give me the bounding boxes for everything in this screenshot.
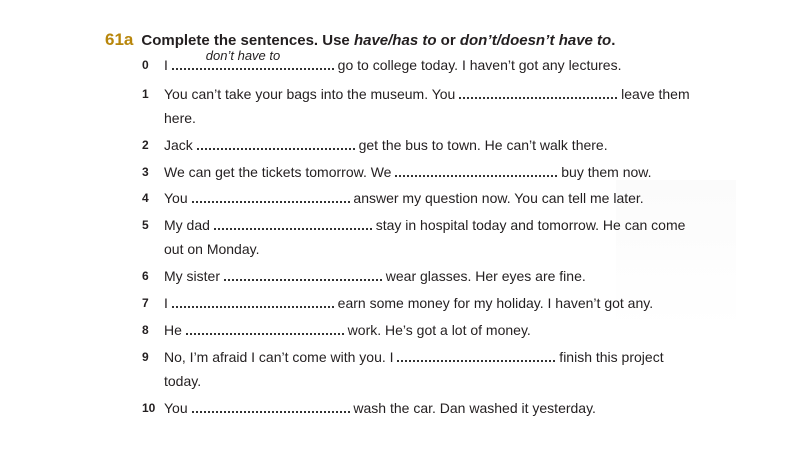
sentence-item <box>142 160 702 184</box>
exercise-number: 61a <box>105 30 134 49</box>
sentence-item <box>142 82 702 130</box>
item-number: 3 <box>142 165 149 179</box>
sentence-start: I <box>164 295 172 311</box>
option-dont-doesnt-have-to: don’t/doesn’t have to <box>459 32 612 49</box>
sentence-text <box>164 213 702 261</box>
sentence-item <box>142 186 702 210</box>
exercise-instruction: Complete the sentences. Use have/has to or don’t/doesn’t have to. <box>141 32 616 49</box>
dotted-line <box>214 218 372 230</box>
example-answer: don’t have to <box>205 48 281 63</box>
sentence-item <box>142 213 702 261</box>
answer-blank[interactable] <box>214 213 372 237</box>
option-have-has-to: have/has to <box>353 32 437 49</box>
sentence-start: You <box>164 400 192 416</box>
item-number: 6 <box>142 269 149 283</box>
sentence-start: My sister <box>164 268 224 284</box>
sentence-text <box>164 133 702 157</box>
dotted-line <box>172 296 334 308</box>
sentence-start: My dad <box>164 217 214 233</box>
sentence-end: wear glasses. Her eyes are fine. <box>381 268 586 284</box>
item-number: 9 <box>142 350 149 364</box>
sentence-end: buy them now. <box>557 164 652 180</box>
sentence-end: earn some money for my holiday. I haven’t got any. <box>333 295 654 311</box>
sentence-item <box>142 318 702 342</box>
exercise-header <box>105 30 615 50</box>
item-number: 8 <box>142 323 149 337</box>
sentence-text <box>164 318 702 342</box>
sentence-end: stay in hospital today and tomorrow. He can come out on Monday. <box>164 217 686 257</box>
dotted-line <box>197 138 355 150</box>
dotted-line <box>395 165 557 177</box>
item-number: 1 <box>142 87 149 101</box>
sentence-item <box>142 264 702 288</box>
sentence-start: I <box>164 57 172 73</box>
sentence-start: You can’t take your bags into the museum. You <box>164 86 460 102</box>
sentence-text <box>164 396 702 420</box>
sentence-start: We can get the tickets tomorrow. We <box>164 164 396 180</box>
sentence-text <box>164 186 702 210</box>
sentence-start: Jack <box>164 137 197 153</box>
sentence-item <box>142 133 702 157</box>
dotted-line <box>192 191 350 203</box>
item-number: 10 <box>142 401 156 415</box>
sentence-end: work. He’s got a lot of money. <box>343 322 531 338</box>
sentence-start: He <box>164 322 186 338</box>
sentence-end: get the bus to town. He can’t walk there. <box>354 137 608 153</box>
sentence-end: go to college today. I haven’t got any lectures. <box>333 57 622 73</box>
sentence-end: finish this project today. <box>164 349 664 389</box>
dotted-line <box>186 323 344 335</box>
sentence-text <box>164 291 702 315</box>
sentence-item <box>142 291 702 315</box>
sentence-item <box>142 345 702 393</box>
sentence-text <box>164 264 702 288</box>
sentence-text <box>164 48 702 77</box>
sentence-item <box>142 396 702 420</box>
answer-blank[interactable] <box>197 133 355 157</box>
dotted-line <box>192 401 350 413</box>
answer-blank[interactable] <box>172 48 334 77</box>
sentence-item <box>142 48 702 77</box>
dotted-line <box>459 87 617 99</box>
answer-blank[interactable] <box>192 396 350 420</box>
answer-blank[interactable] <box>395 160 557 184</box>
sentence-text <box>164 160 702 184</box>
dotted-line <box>397 350 555 362</box>
sentence-text <box>164 82 702 130</box>
sentence-start: You <box>164 190 192 206</box>
sentence-end: leave them here. <box>164 86 690 126</box>
sentence-text <box>164 345 702 393</box>
item-number: 4 <box>142 191 149 205</box>
item-number: 7 <box>142 296 149 310</box>
item-number: 5 <box>142 218 149 232</box>
answer-blank[interactable] <box>186 318 344 342</box>
sentence-end: answer my question now. You can tell me later. <box>349 190 644 206</box>
answer-blank[interactable] <box>192 186 350 210</box>
answer-blank[interactable] <box>459 82 617 106</box>
answer-blank[interactable] <box>172 291 334 315</box>
item-number: 0 <box>142 58 149 72</box>
answer-blank[interactable] <box>397 345 555 369</box>
answer-blank[interactable] <box>224 264 382 288</box>
sentence-start: No, I’m afraid I can’t come with you. I <box>164 349 398 365</box>
sentence-end: wash the car. Dan washed it yesterday. <box>349 400 596 416</box>
item-number: 2 <box>142 138 149 152</box>
dotted-line <box>224 269 382 281</box>
